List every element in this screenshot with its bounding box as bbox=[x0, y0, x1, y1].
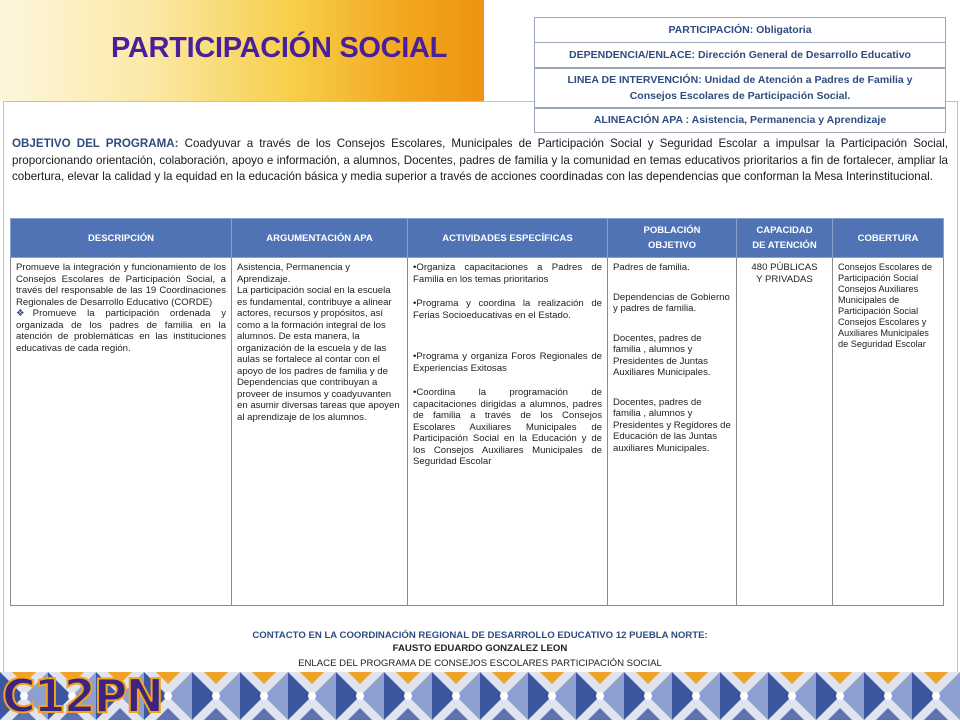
activity-item: •Organiza capacitaciones a Padres de Familia en los temas prioritarios bbox=[413, 262, 602, 285]
objective-text: Coadyuvar a través de los Consejos Escolares, Municipales de Participación Social y Seguridad Escolar a impulsar la Participación Social, proporcionando orientación, colaboración, apoyo e información, a alumnos, Docentes, padres de familia y la comunidad en temas educativos prioritarios a fin de fortalecer, ampliar la cobertura, elevar la calidad y la equidad en la educación básica y media superior a través de acciones coordinadas con las dependencias que conforman la Mesa Interinstitucional. bbox=[12, 137, 948, 183]
activity-item: •Coordina la programación de capacitaciones dirigidas a alumnos, padres de familia a través de los Consejos Escolares Auxiliares Municipales de Participación Social en la Educación y de los Consejos Auxiliares Municipales de Seguridad Escolar bbox=[413, 387, 602, 467]
description-paragraph-2-text: Promueve la participación ordenada y organizada de los padres de familia en la atención de problemáticas en las instituciones educativas de cada región. bbox=[16, 308, 226, 354]
header-population bbox=[608, 219, 737, 258]
description-paragraph-1: Promueve la integración y funcionamiento de los Consejos Escolares de Participación Social, a través del responsable de las 19 Coordinaciones Regionales de Desarrollo Educativo (CORDE) bbox=[16, 262, 226, 308]
contact-name: FAUSTO EDUARDO GONZALEZ LEON bbox=[392, 643, 568, 654]
table-row bbox=[11, 258, 944, 606]
cell-coverage bbox=[833, 258, 944, 606]
coverage-item: Consejos Escolares y Auxiliares Municipales de Seguridad Escolar bbox=[838, 317, 929, 349]
coverage-item: Consejos Escolares de Participación Social bbox=[838, 262, 932, 283]
cell-population bbox=[608, 258, 737, 606]
argument-paragraph-2: La participación social en la escuela es fundamental, contribuye a alinear actores, recursos y propósitos, así como a la formación integral de los alumnos. De esta manera, la organización de la escuela y de las aulas se fortalece al contar con el apoyo de los padres de familia y de Dependencias que contribuyan a proveer de insumos y coadyuvanten en asumir diversas tareas que apoyen al aprendizaje de los alumnos. bbox=[237, 285, 400, 423]
contact-role: ENLACE DEL PROGRAMA DE CONSEJOS ESCOLARES PARTICIPACIÓN SOCIAL bbox=[298, 658, 662, 669]
header-capacity-line-1: CAPACIDAD bbox=[756, 225, 813, 236]
activity-item-text: Organiza capacitaciones a Padres de Familia en los temas prioritarios bbox=[413, 262, 602, 285]
activity-item-text: Programa y coordina la realización de Ferias Socioeducativas en el Estado. bbox=[413, 298, 602, 321]
cell-activities bbox=[408, 258, 608, 606]
header-capacity bbox=[737, 219, 833, 258]
population-item: Padres de familia. bbox=[613, 262, 690, 273]
cell-argument bbox=[232, 258, 408, 606]
title-banner bbox=[0, 0, 484, 101]
intervention-box bbox=[534, 68, 946, 108]
header-activities: ACTIVIDADES ESPECÍFICAS bbox=[408, 219, 608, 258]
population-item: Docentes, padres de familia , alumnos y Presidentes de Juntas Auxiliares Municipales. bbox=[613, 332, 711, 378]
activity-item-text: Coordina la programación de capacitaciones dirigidas a alumnos, padres de familia a través de los Consejos Escolares Auxiliares Municipales de Participación Social en la Educación y de los Consejos Auxiliares Municipales de Seguridad Escolar bbox=[413, 387, 602, 467]
cell-description bbox=[11, 258, 232, 606]
intervention-line-2: Consejos Escolares de Participación Social. bbox=[629, 90, 851, 102]
capacity-line-2: Y PRIVADAS bbox=[756, 273, 813, 285]
activity-item-text: Programa y organiza Foros Regionales de Experiencias Exitosas bbox=[413, 351, 602, 374]
description-paragraph-2 bbox=[16, 308, 226, 354]
capacity-line-1: 480 PÚBLICAS bbox=[751, 262, 818, 273]
header-description: DESCRIPCIÓN bbox=[11, 219, 232, 258]
header-population-line-2: OBJETIVO bbox=[647, 240, 697, 251]
coverage-item: Consejos Auxiliares Municipales de Participación Social bbox=[838, 284, 919, 316]
table-header-row bbox=[11, 219, 944, 258]
c12pn-logo: C12PN bbox=[2, 669, 162, 723]
dependency-box: DEPENDENCIA/ENLACE: Dirección General de Desarrollo Educativo bbox=[534, 42, 946, 68]
activity-item: •Programa y organiza Foros Regionales de Experiencias Exitosas bbox=[413, 351, 602, 374]
diamond-bullet-icon: ❖ bbox=[16, 308, 33, 319]
program-objective bbox=[12, 136, 948, 186]
alignment-box: ALINEACIÓN APA : Asistencia, Permanencia y Aprendizaje bbox=[534, 108, 946, 133]
header-population-line-1: POBLACIÓN bbox=[643, 225, 701, 236]
program-table bbox=[10, 218, 944, 606]
cell-capacity bbox=[737, 258, 833, 606]
contact-heading: CONTACTO EN LA COORDINACIÓN REGIONAL DE DESARROLLO EDUCATIVO 12 PUEBLA NORTE: bbox=[252, 630, 708, 641]
participation-box: PARTICIPACIÓN: Obligatoria bbox=[534, 17, 946, 43]
objective-label: OBJETIVO DEL PROGRAMA: bbox=[12, 137, 179, 150]
header-capacity-line-2: DE ATENCIÓN bbox=[752, 240, 817, 251]
header-coverage: COBERTURA bbox=[833, 219, 944, 258]
header-argument: ARGUMENTACIÓN APA bbox=[232, 219, 408, 258]
population-item: Dependencias de Gobierno y padres de familia. bbox=[613, 291, 730, 314]
page-title: PARTICIPACIÓN SOCIAL bbox=[111, 32, 448, 64]
activity-item: •Programa y coordina la realización de Ferias Socioeducativas en el Estado. bbox=[413, 298, 602, 321]
intervention-line-1: LINEA DE INTERVENCIÓN: Unidad de Atención a Padres de Familia y bbox=[567, 74, 913, 86]
argument-paragraph-1: Asistencia, Permanencia y Aprendizaje. bbox=[237, 262, 351, 285]
population-item: Docentes, padres de familia , alumnos y Presidentes y Regidores de Educación de las Juntas auxiliares Municipales. bbox=[613, 396, 731, 454]
